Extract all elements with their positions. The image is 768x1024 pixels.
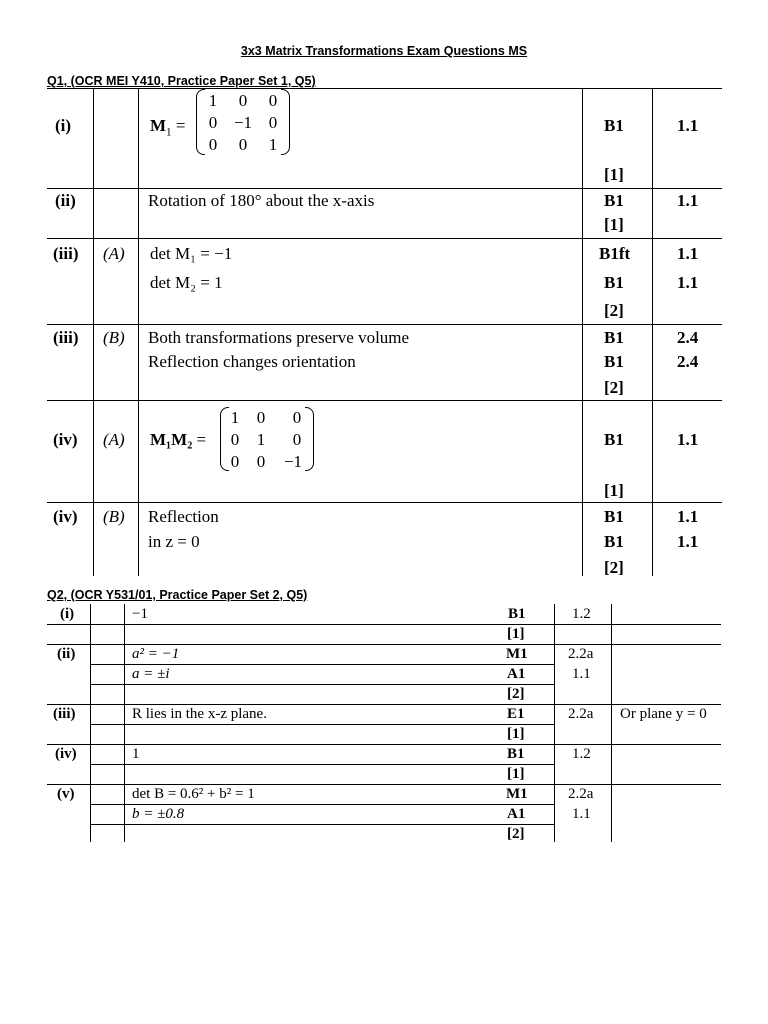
q2-mark: E1	[507, 706, 525, 722]
q1-mark: B1	[604, 273, 624, 292]
q2-rule	[47, 624, 721, 625]
q2-rule	[47, 784, 721, 785]
matrix-cell: 0	[208, 113, 218, 132]
q2-answer: R lies in the x-z plane.	[132, 706, 267, 722]
q1-part-label: (i)	[55, 116, 72, 135]
page-title: 3x3 Matrix Transformations Exam Questions MS	[240, 44, 528, 58]
q2-ao: 1.1	[572, 806, 591, 822]
matrix-cell: 0	[208, 135, 218, 154]
q2-part-label: (v)	[57, 786, 75, 802]
q1-col-divider	[93, 88, 94, 576]
q2-part-label: (ii)	[57, 646, 76, 662]
q1-ao: 1.1	[677, 507, 699, 526]
q2-col-divider	[554, 604, 555, 842]
q1-matrix-m1m2	[220, 407, 314, 471]
q2-col-divider	[124, 604, 125, 842]
q1-ao: 1.1	[677, 116, 699, 135]
q1-total: [1]	[604, 215, 624, 234]
q2-answer: 1	[132, 746, 140, 762]
q1-mark: B1	[604, 352, 624, 371]
q2-mark: B1	[507, 746, 525, 762]
matrix-cell: 0	[292, 430, 302, 449]
q1-rule	[47, 400, 722, 401]
q2-col-divider	[90, 604, 91, 842]
q1-ao: 2.4	[677, 328, 699, 347]
q1-answer: det M₁ = −1	[150, 244, 233, 263]
q1-rule	[47, 88, 722, 89]
matrix-cell: 1	[208, 91, 218, 110]
q2-mark: M1	[506, 646, 528, 662]
q2-ao: 2.2a	[568, 786, 594, 802]
q1-matrix-m1	[196, 89, 290, 155]
q2-guidance: Or plane y = 0	[620, 706, 707, 722]
q1-total: [1]	[604, 481, 624, 500]
q1-ao: 1.1	[677, 532, 699, 551]
matrix-cell: −1	[233, 113, 253, 132]
matrix-cell: 0	[256, 408, 266, 427]
q1-part-label: (ii)	[55, 191, 76, 210]
q1-part-label: (iii)	[53, 328, 79, 347]
q1-total: [2]	[604, 378, 624, 397]
q2-col-divider	[611, 604, 612, 842]
q2-mark: B1	[508, 606, 526, 622]
q2-ao: 2.2a	[568, 646, 594, 662]
q1-col-divider	[652, 88, 653, 576]
q2-rule-partial	[90, 664, 554, 665]
q2-rule-partial	[90, 824, 554, 825]
q1-ao: 1.1	[677, 244, 699, 263]
q2-mark: M1	[506, 786, 528, 802]
q1-rule	[47, 324, 722, 325]
q2-answer: a = ±i	[132, 666, 170, 682]
q1-col-divider	[582, 88, 583, 576]
matrix-cell: 0	[268, 91, 278, 110]
q1-ao: 1.1	[677, 273, 699, 292]
matrix-cell: 0	[292, 408, 302, 427]
q1-total: [2]	[604, 301, 624, 320]
q2-ao: 1.1	[572, 666, 591, 682]
q1-part-label: (iv)	[53, 507, 78, 526]
q1-rule	[47, 502, 722, 503]
matrix-cell: 0	[230, 430, 240, 449]
q1-sub-label: (A)	[103, 244, 125, 263]
matrix-cell: 0	[238, 91, 248, 110]
q1-heading: Q1, (OCR MEI Y410, Practice Paper Set 1, Q5)	[47, 74, 316, 88]
q1-mark: B1ft	[599, 244, 631, 263]
q1-answer: det M₂ = 1	[150, 273, 223, 292]
q2-rule	[47, 644, 721, 645]
q2-total: [2]	[507, 686, 525, 702]
q2-rule-partial	[90, 724, 554, 725]
q2-part-label: (iii)	[53, 706, 76, 722]
q1-col-divider	[138, 88, 139, 576]
q2-mark: A1	[507, 806, 526, 822]
q1-mark: B1	[604, 507, 624, 526]
q2-rule	[47, 744, 721, 745]
q2-part-label: (iv)	[55, 746, 77, 762]
q1-total: [1]	[604, 165, 624, 184]
q2-ao: 1.2	[572, 606, 591, 622]
q2-answer: a² = −1	[132, 646, 180, 662]
q1-sub-label: (B)	[103, 328, 125, 347]
q1-ao: 1.1	[677, 430, 699, 449]
q2-answer: b = ±0.8	[132, 806, 185, 822]
matrix-cell: 0	[230, 452, 240, 471]
q1-rule	[47, 188, 722, 189]
q2-total: [1]	[507, 766, 525, 782]
q2-rule-partial	[90, 804, 554, 805]
q2-total: [1]	[507, 726, 525, 742]
matrix-cell: 1	[256, 430, 266, 449]
q1-part-label: (iv)	[53, 430, 78, 449]
q1-answer: in z = 0	[148, 532, 200, 551]
q1-answer: Reflection	[148, 507, 219, 526]
matrix-cell: −1	[283, 452, 303, 471]
q2-mark: A1	[507, 666, 526, 682]
q1-matrix-label: $M_1$ =	[150, 116, 186, 139]
q2-answer: −1	[132, 606, 148, 622]
q1-mark: B1	[604, 116, 624, 135]
q1-ao: 2.4	[677, 352, 699, 371]
q1-mark: B1	[604, 532, 624, 551]
q1-answer: Reflection changes orientation	[148, 352, 356, 371]
q2-total: [1]	[507, 626, 525, 642]
q1-ao: 1.1	[677, 191, 699, 210]
matrix-cell: 0	[238, 135, 248, 154]
q2-ao: 2.2a	[568, 706, 594, 722]
q1-part-label: (iii)	[53, 244, 79, 263]
q1-mark: B1	[604, 328, 624, 347]
q1-sub-label: (B)	[103, 507, 125, 526]
q1-rule	[47, 238, 722, 239]
q2-rule	[47, 704, 721, 705]
q2-answer: det B = 0.6² + b² = 1	[132, 786, 255, 802]
q2-part-label: (i)	[60, 606, 75, 622]
matrix-cell: 1	[268, 135, 278, 154]
q1-matrix-label: M₁M₂ =	[150, 430, 207, 449]
q1-total: [2]	[604, 558, 624, 577]
q2-rule-partial	[90, 684, 554, 685]
matrix-cell: 0	[268, 113, 278, 132]
q1-answer: Both transformations preserve volume	[148, 328, 410, 347]
q1-sub-label: (A)	[103, 430, 125, 449]
q2-ao: 1.2	[572, 746, 591, 762]
q1-answer: Rotation of 180° about the x-axis	[148, 191, 375, 210]
q2-heading: Q2, (OCR Y531/01, Practice Paper Set 2, Q5)	[47, 588, 308, 602]
q1-mark: B1	[604, 191, 624, 210]
q2-total: [2]	[507, 826, 525, 842]
q1-mark: B1	[604, 430, 624, 449]
q2-rule-partial	[90, 764, 554, 765]
matrix-cell: 1	[230, 408, 240, 427]
matrix-cell: 0	[256, 452, 266, 471]
